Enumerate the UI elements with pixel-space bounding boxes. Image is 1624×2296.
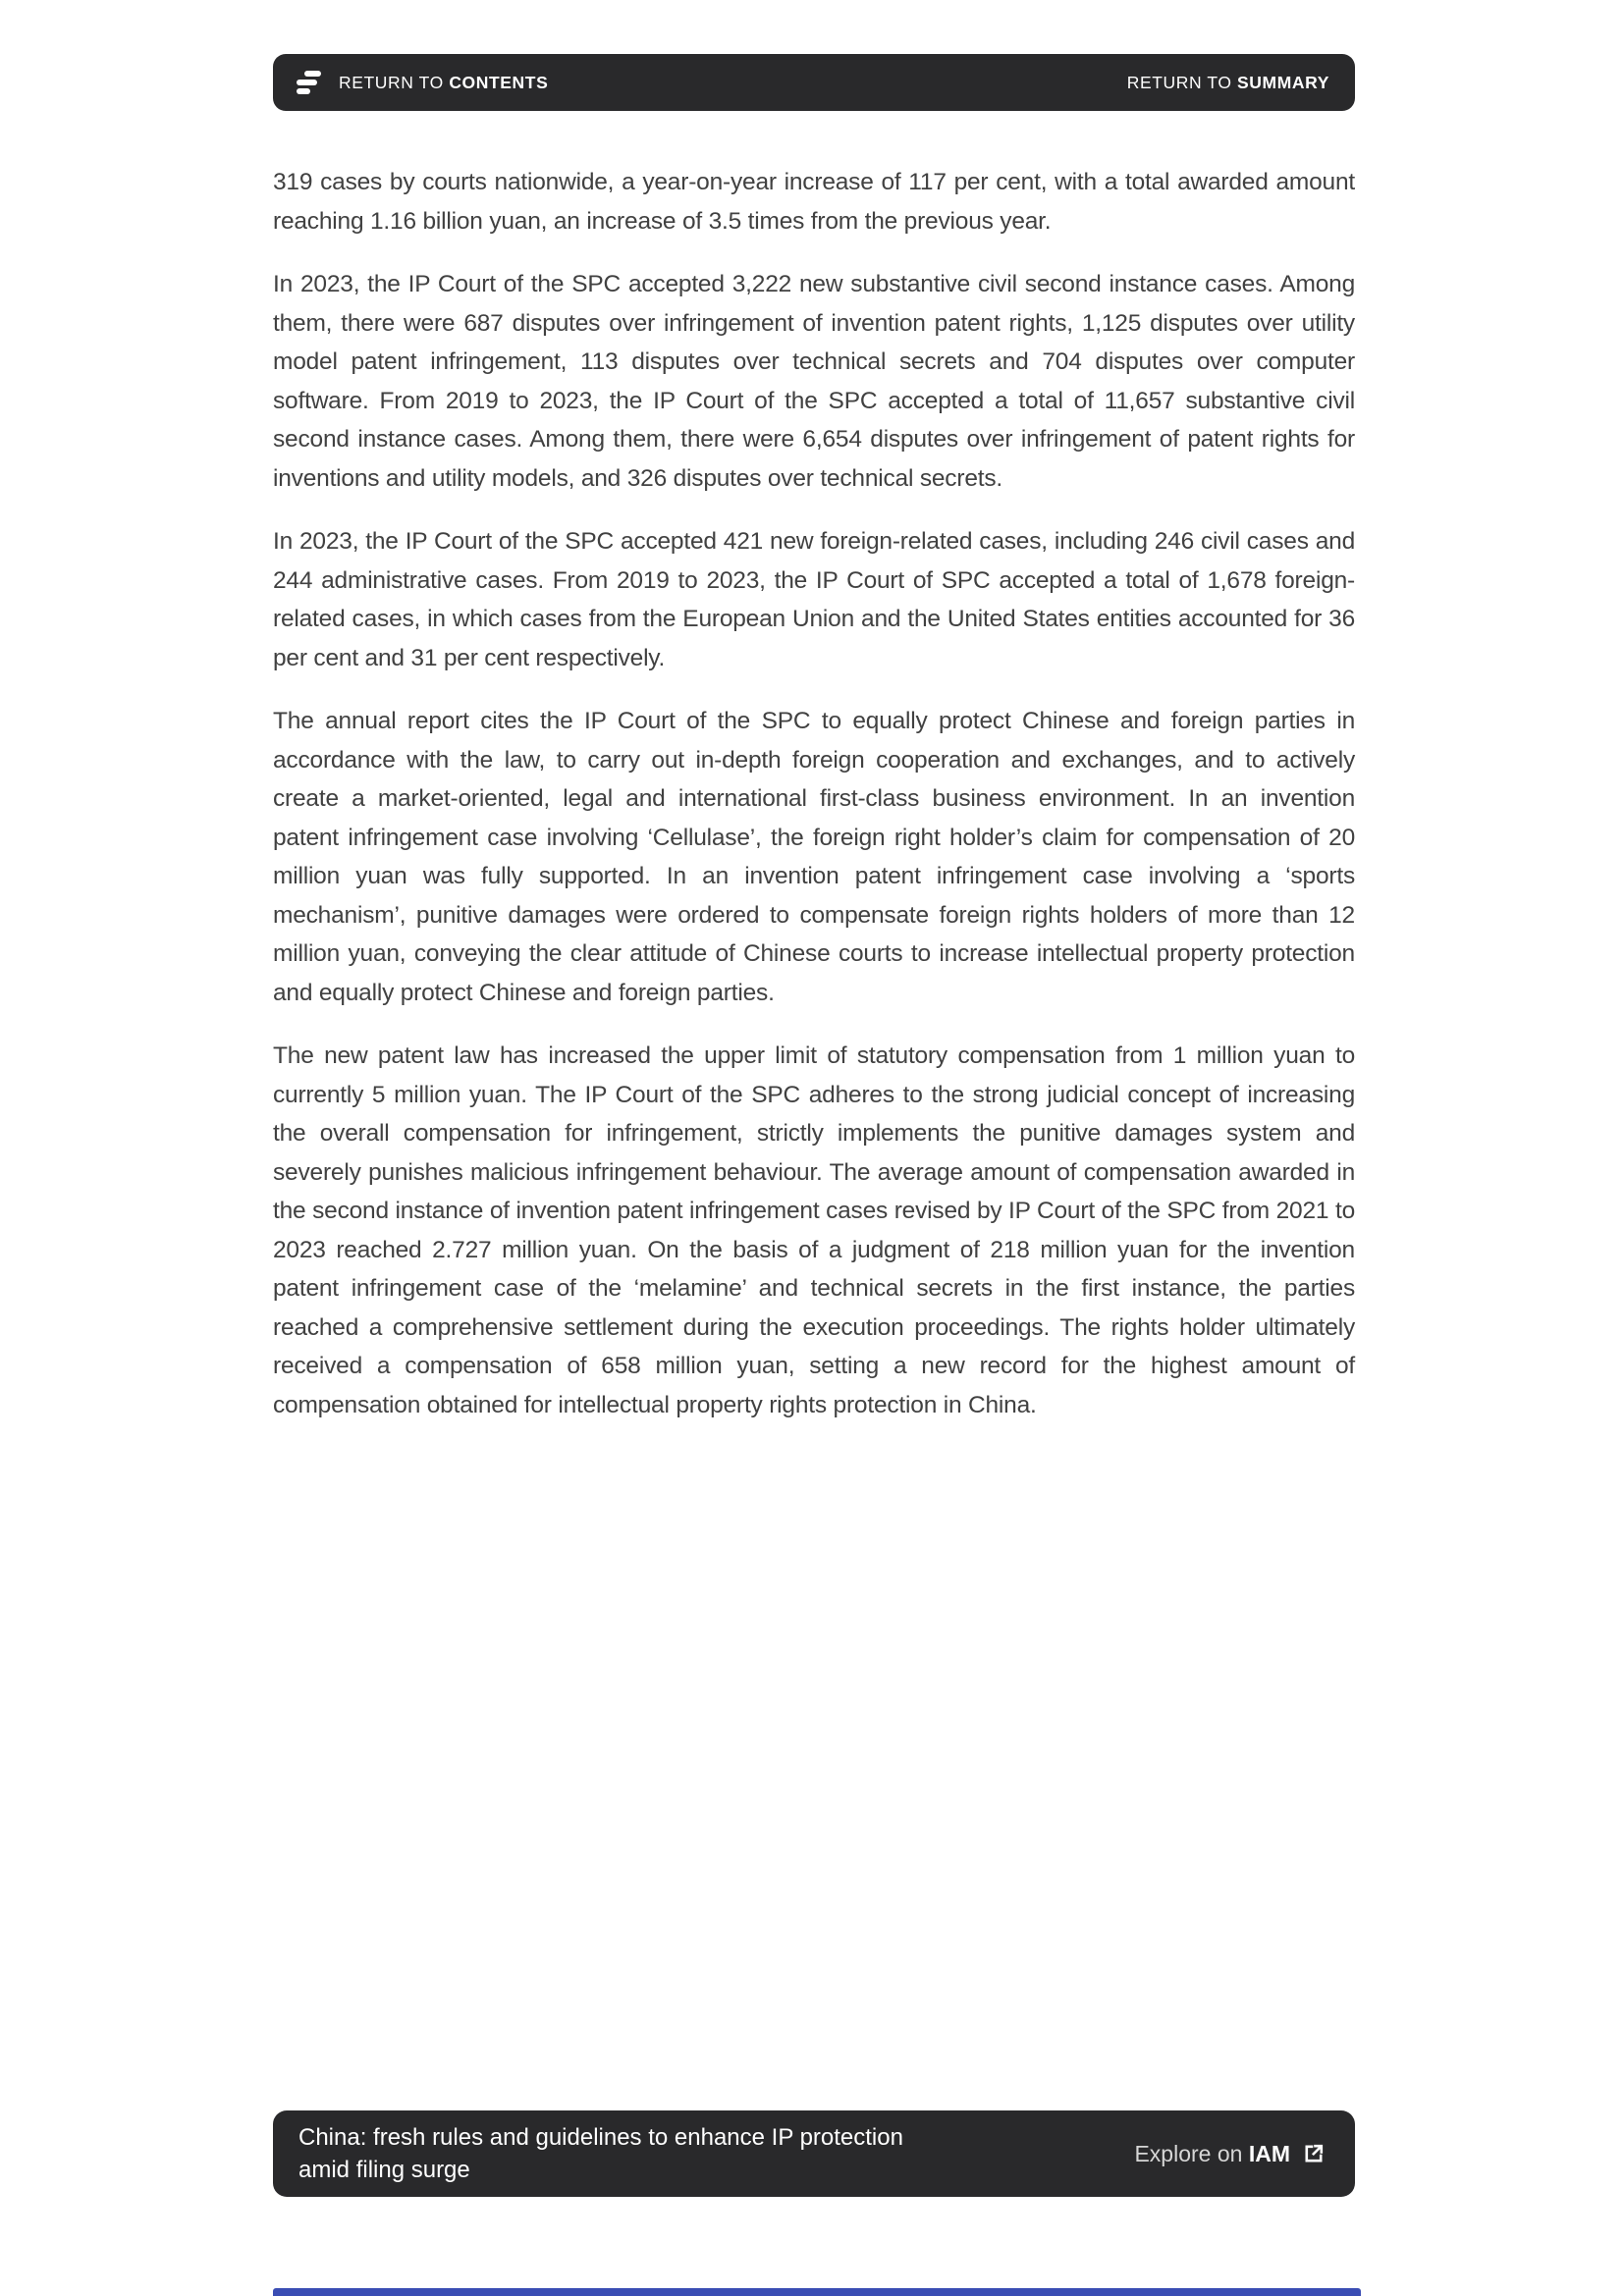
- article-body: [273, 163, 1355, 1449]
- paragraph: In 2023, the IP Court of the SPC accepted 421 new foreign-related cases, including 246 civil cases and 244 administrative cases. From 2019 to 2023, the IP Court of SPC accepted a total of 1,678 foreign-related cases, in which cases from the European Union and the United States entities accounted for 36 per cent and 31 per cent respectively.: [273, 528, 1355, 671]
- paragraph: In 2023, the IP Court of the SPC accepted 3,222 new substantive civil second instance cases. Among them, there were 687 disputes over infringement of invention patent rights, 1,125 disputes over utility model patent infringement, 113 disputes over technical secrets and 704 disputes over computer software. From 2019 to 2023, the IP Court of the SPC accepted a total of 11,657 substantive civil second instance cases. Among them, there were 6,654 disputes over infringement of patent rights for inventions and utility models, and 326 disputes over technical secrets.: [273, 271, 1355, 492]
- page-edge-strip: [273, 2288, 1361, 2296]
- return-to-contents-label: RETURN TO CONTENTS: [339, 72, 549, 92]
- explore-on-iam-link[interactable]: [1134, 2141, 1326, 2167]
- article-title: China: fresh rules and guidelines to enhance IP protection amid filing surge: [298, 2124, 903, 2183]
- footer-bar: [273, 2110, 1355, 2197]
- explore-on-iam-label: Explore on IAM: [1134, 2140, 1290, 2166]
- return-to-summary-button[interactable]: [1127, 73, 1329, 93]
- top-nav-bar: [273, 54, 1355, 111]
- stacked-bars-icon: [295, 71, 324, 94]
- paragraph: The new patent law has increased the upper limit of statutory compensation from 1 million yuan to currently 5 million yuan. The IP Court of the SPC adheres to the strong judicial concept of increasing the overall compensation for infringement, strictly implements the punitive damages system and severely punishes malicious infringement behaviour. The average amount of compensation awarded in the second instance of invention patent infringement cases revised by IP Court of the SPC from 2021 to 2023 reached 2.727 million yuan. On the basis of a judgment of 218 million yuan for the invention patent infringement case of the ‘melamine’ and technical secrets in the first instance, the parties reached a comprehensive settlement during the execution proceedings. The rights holder ultimately received a compensation of 658 million yuan, setting a new record for the highest amount of compensation obtained for intellectual property rights protection in China.: [273, 1042, 1355, 1418]
- external-link-icon: [1302, 2142, 1326, 2165]
- return-to-contents-button[interactable]: [295, 71, 548, 94]
- return-to-summary-label: RETURN TO SUMMARY: [1126, 72, 1329, 92]
- paragraph: The annual report cites the IP Court of the SPC to equally protect Chinese and foreign parties in accordance with the law, to carry out in-depth foreign cooperation and exchanges, and to actively create a market-oriented, legal and international first-class business environment. In an invention patent infringement case involving ‘Cellulase’, the foreign right holder’s claim for compensation of 20 million yuan was fully supported. In an invention patent infringement case involving a ‘sports mechanism’, punitive damages were ordered to compensate foreign rights holders of more than 12 million yuan, conveying the clear attitude of Chinese courts to increase intellectual property protection and equally protect Chinese and foreign parties.: [273, 708, 1355, 1006]
- paragraph: 319 cases by courts nationwide, a year-on-year increase of 117 per cent, with a total awarded amount reaching 1.16 billion yuan, an increase of 3.5 times from the previous year.: [273, 169, 1355, 235]
